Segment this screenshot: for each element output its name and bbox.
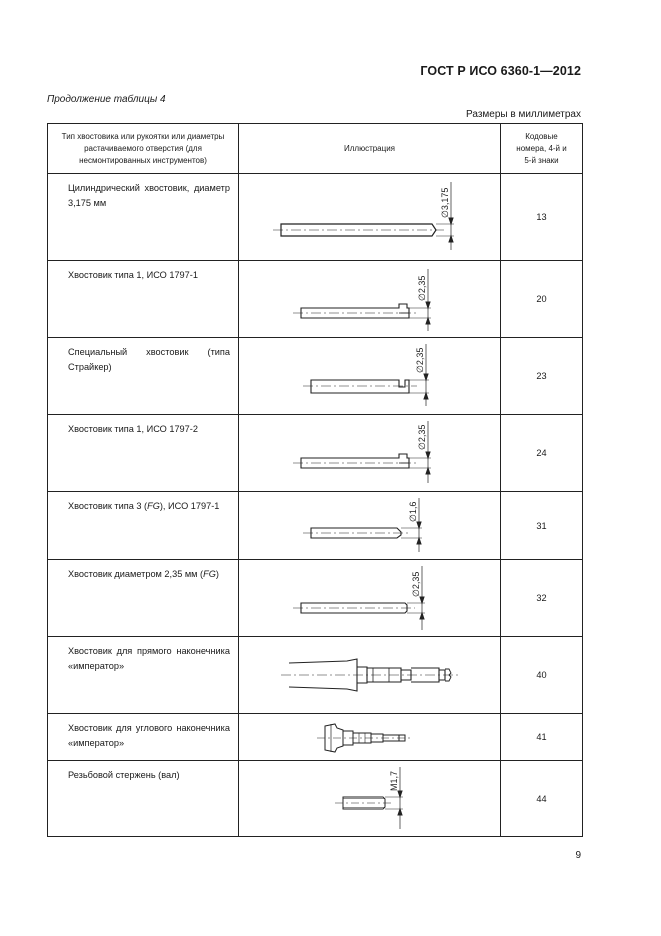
stryker-shank-drawing: [239, 338, 501, 414]
description-text: Хвостовик типа 3 (: [68, 501, 148, 511]
row-description: Хвостовик для углового наконечника «император»: [68, 723, 230, 748]
row-code: 20: [501, 261, 583, 338]
row-illustration-cell: [239, 261, 501, 338]
fg-type3-shank-drawing: [239, 492, 501, 559]
row-description: [48, 560, 238, 582]
table-row: [48, 415, 583, 492]
row-code: 32: [501, 560, 583, 637]
units-note: Размеры в миллиметрах: [466, 109, 581, 120]
row-description: Цилиндрический хвостовик, диаметр 3,175 мм: [68, 183, 230, 208]
description-text: ): [215, 569, 219, 579]
table-row: [48, 761, 583, 837]
standard-designation: ГОСТ Р ИСО 6360-1—2012: [420, 64, 581, 78]
row-code: 41: [501, 714, 583, 761]
dimension-label: ∅3,175: [440, 187, 450, 218]
row-description-cell: [48, 637, 239, 714]
dimension-label: ∅2,35: [417, 424, 427, 450]
table-row: [48, 492, 583, 560]
row-illustration-cell: [239, 492, 501, 560]
row-description-cell: [48, 261, 239, 338]
description-italic-text: FG: [203, 569, 216, 579]
row-description: Хвостовик типа 1, ИСО 1797-1: [68, 270, 198, 280]
row-code: 13: [501, 174, 583, 261]
iso-1797-1-type1-shank-drawing: [239, 261, 501, 337]
table-row: [48, 637, 583, 714]
dimension-label: ∅1,6: [408, 501, 418, 522]
table-row: [48, 174, 583, 261]
row-illustration-cell: [239, 338, 501, 415]
row-code: 31: [501, 492, 583, 560]
emperor-straight-shank-drawing: [239, 637, 501, 713]
dimension-label: ∅2,35: [417, 275, 427, 301]
column-header-shank-type: Тип хвостовика или рукоятки или диаметры растачиваемого отверстия (для несмонтированных инструментов): [48, 124, 239, 174]
row-code: 44: [501, 761, 583, 837]
row-illustration-cell: [239, 560, 501, 637]
iso-1797-2-type1-shank-drawing: [239, 415, 501, 491]
row-description: [48, 492, 238, 514]
threaded-shaft-drawing: [239, 761, 501, 836]
row-description-cell: [48, 714, 239, 761]
table-row: [48, 560, 583, 637]
table-row: [48, 261, 583, 338]
row-description-cell: [48, 415, 239, 492]
page-number: 9: [575, 850, 581, 861]
row-description: Хвостовик для прямого наконечника «император»: [68, 646, 230, 671]
row-description-cell: [48, 174, 239, 261]
row-description-cell: [48, 560, 239, 637]
cylindrical-shank-drawing: [239, 174, 501, 260]
row-code: 40: [501, 637, 583, 714]
table-continuation-caption: Продолжение таблицы 4: [47, 94, 166, 105]
row-code: 24: [501, 415, 583, 492]
shank-code-table: [47, 123, 583, 837]
row-illustration-cell: [239, 761, 501, 837]
row-description-cell: [48, 761, 239, 837]
column-header-code: Кодовые номера, 4-й и 5-й знаки: [501, 124, 583, 174]
column-header-illustration: Иллюстрация: [239, 124, 501, 174]
fg-2-35-shank-drawing: [239, 560, 501, 636]
table-header-row: [48, 124, 583, 174]
row-code: 23: [501, 338, 583, 415]
table-row: [48, 714, 583, 761]
row-description: Специальный хвостовик (типа Страйкер): [68, 347, 230, 372]
row-illustration-cell: [239, 637, 501, 714]
table-row: [48, 338, 583, 415]
row-description: Резьбовой стержень (вал): [68, 770, 180, 780]
description-text: Хвостовик диаметром 2,35 мм (: [68, 569, 204, 579]
row-illustration-cell: [239, 174, 501, 261]
dimension-label: M1,7: [389, 770, 399, 791]
row-description-cell: [48, 338, 239, 415]
description-text: ), ИСО 1797-1: [159, 501, 220, 511]
row-illustration-cell: [239, 714, 501, 761]
row-illustration-cell: [239, 415, 501, 492]
emperor-angle-shank-drawing: [239, 714, 501, 760]
dimension-label: ∅2,35: [415, 347, 425, 373]
description-italic-text: FG: [147, 501, 160, 511]
row-description-cell: [48, 492, 239, 560]
row-description: Хвостовик типа 1, ИСО 1797-2: [68, 424, 198, 434]
dimension-label: ∅2,35: [411, 571, 421, 597]
